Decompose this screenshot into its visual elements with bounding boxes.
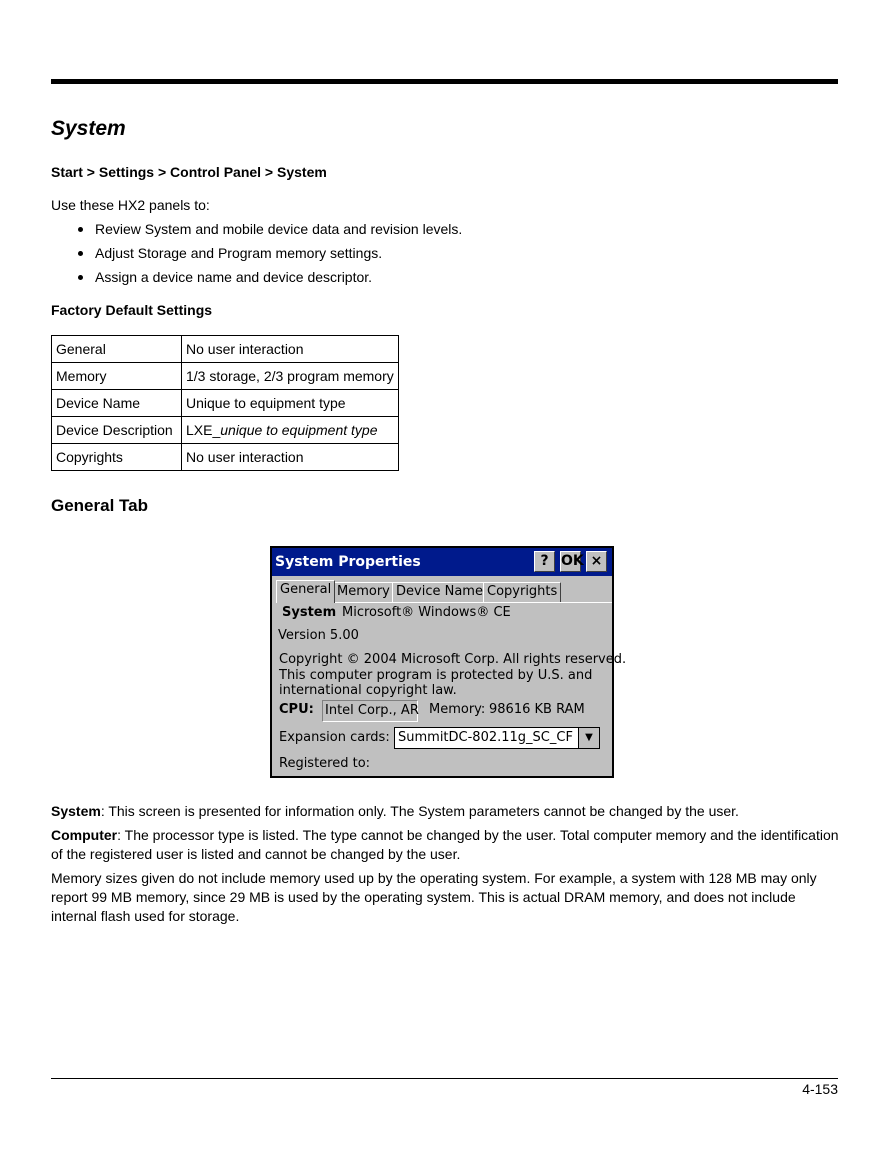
help-button[interactable]: ? [534, 551, 555, 572]
system-value: Microsoft® Windows® CE [342, 605, 511, 620]
table-cell-value: No user interaction [182, 336, 399, 363]
value-italic: unique to equipment type [220, 422, 378, 438]
memory-value: 98616 KB RAM [489, 702, 585, 717]
tab-memory[interactable]: Memory [333, 582, 394, 602]
system-label: System [282, 605, 337, 620]
section-title: System [51, 117, 126, 140]
bullet-item: Adjust Storage and Program memory settings. [51, 245, 462, 269]
computer-paragraph [51, 826, 841, 864]
defaults-heading: Factory Default Settings [51, 302, 213, 318]
table-row [52, 363, 399, 390]
page-number: 4-153 [802, 1081, 838, 1097]
table-cell-value: 1/3 storage, 2/3 program memory [182, 363, 399, 390]
bullet-list [51, 221, 462, 293]
expansion-cards-label: Expansion cards: [279, 730, 390, 745]
bullet-item: Assign a device name and device descriptor. [51, 269, 462, 293]
tab-general[interactable]: General [276, 580, 335, 603]
tab-copyrights[interactable]: Copyrights [483, 582, 561, 602]
table-row [52, 336, 399, 363]
dialog-title: System Properties [275, 554, 421, 570]
copyright-line: international copyright law. [279, 683, 457, 698]
copyright-line: Copyright © 2004 Microsoft Corp. All rights reserved. [279, 652, 627, 667]
general-tab-heading: General Tab [51, 496, 148, 515]
bullet-item: Review System and mobile device data and revision levels. [51, 221, 462, 245]
table-cell-setting: Device Description [52, 417, 182, 444]
table-cell-value: Unique to equipment type [182, 390, 399, 417]
expansion-cards-select[interactable] [394, 727, 600, 749]
registered-to-label: Registered to: [279, 756, 371, 771]
table-cell-setting: Memory [52, 363, 182, 390]
version-text: Version 5.00 [278, 628, 359, 643]
table-row [52, 417, 399, 444]
computer-term: Computer [51, 827, 118, 843]
tab-device-name[interactable]: Device Name [392, 582, 487, 602]
defaults-table [51, 335, 399, 471]
cpu-value: Intel Corp., AR [325, 703, 419, 718]
system-paragraph-text: : This screen is presented for information only. The System parameters cannot be changed by the user. [100, 803, 739, 819]
table-cell-setting: General [52, 336, 182, 363]
close-button[interactable]: × [586, 551, 607, 572]
intro-text: Use these HX2 panels to: [51, 197, 210, 213]
value-prefix: LXE_ [186, 422, 221, 438]
table-row [52, 390, 399, 417]
table-row [52, 444, 399, 471]
dropdown-arrow-icon[interactable]: ▼ [578, 728, 599, 748]
memory-paragraph: Memory sizes given do not include memory used up by the operating system. For example, a system with 128 MB may only report 99 MB memory, since 29 MB is used by the operating system. This is actual DRAM memory, and does not include internal flash used for storage. [51, 870, 817, 924]
ok-button[interactable]: OK [560, 551, 581, 572]
memory-label: Memory: [429, 702, 486, 717]
system-term: System [51, 803, 101, 819]
breadcrumb: Start > Settings > Control Panel > System [51, 164, 327, 180]
system-paragraph [51, 802, 841, 821]
expansion-cards-value: SummitDC-802.11g_SC_CF [398, 730, 573, 745]
dialog-titlebar [272, 548, 612, 576]
computer-paragraph-text: : The processor type is listed. The type cannot be changed by the user. Total computer memory and the identification of the registered user is listed and cannot be changed by the user. [51, 827, 839, 862]
top-rule [51, 79, 838, 84]
cpu-label: CPU: [279, 702, 314, 717]
table-cell-value [182, 417, 399, 444]
table-cell-setting: Device Name [52, 390, 182, 417]
system-properties-dialog [270, 546, 627, 778]
table-cell-value: No user interaction [182, 444, 399, 471]
bottom-rule [51, 1078, 838, 1079]
table-cell-setting: Copyrights [52, 444, 182, 471]
cpu-field [322, 700, 418, 722]
copyright-line: This computer program is protected by U.S. and [279, 668, 593, 683]
